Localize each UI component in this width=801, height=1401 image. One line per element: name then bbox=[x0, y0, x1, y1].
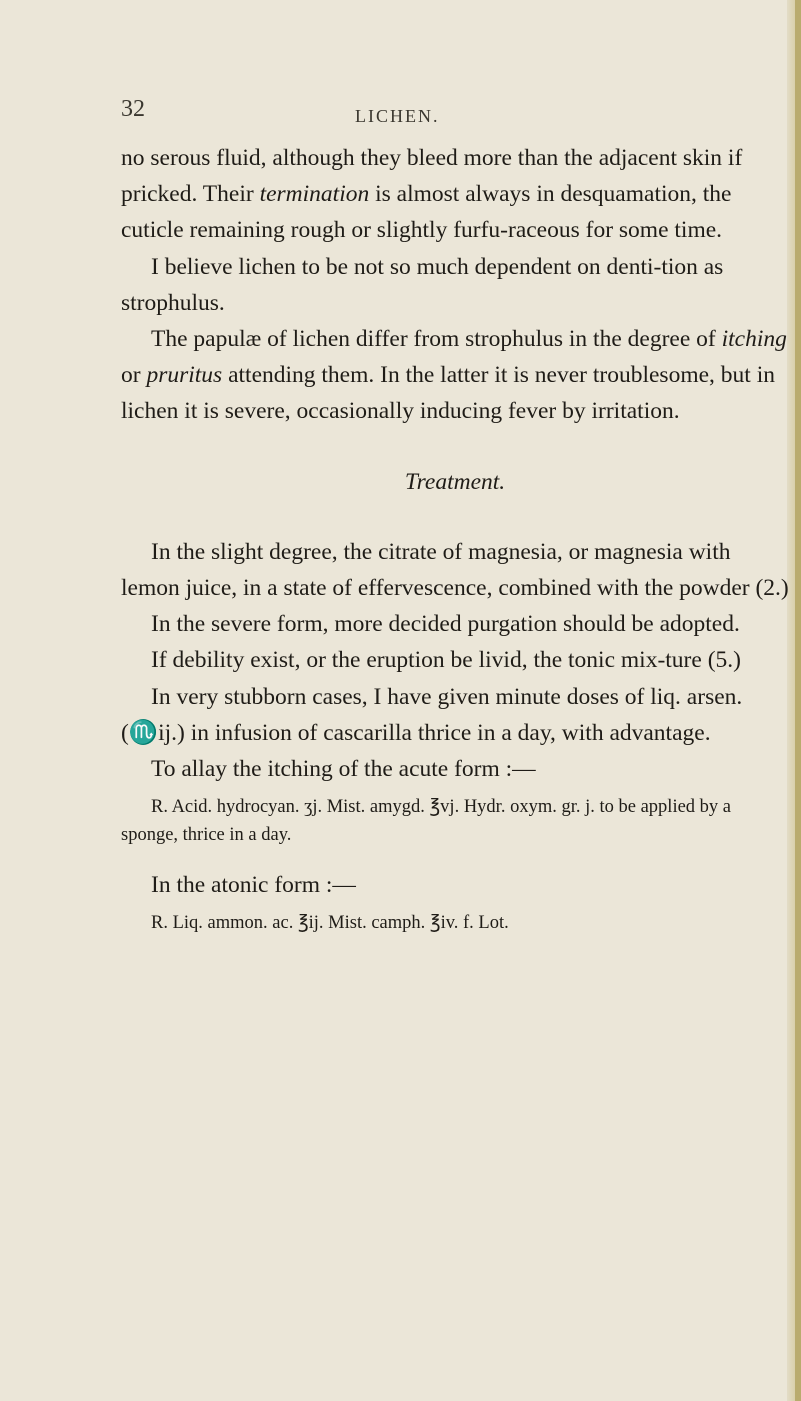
paragraph-6: If debility exist, or the eruption be livid, the tonic mix-ture (5.) bbox=[151, 647, 741, 674]
paragraph-1: no serous fluid, although they bleed more than the adjacent skin if pricked. Their termination is almost always in desquamation, the cuticle remaining rough or slightly furfu-raceous for some time. bbox=[121, 145, 743, 244]
paragraph-5: In the severe form, more decided purgation should be adopted. bbox=[151, 611, 740, 638]
prescription-1: R. Acid. hydrocyan. ʒj. Mist. amygd. ℥vj. Hydr. oxym. gr. j. to be applied by a sponge, thrice in a day. bbox=[121, 797, 732, 846]
paragraph-7: In very stubborn cases, I have given minute doses of liq. arsen. (♏ij.) in infusion of cascarilla thrice in a day, with advantage. bbox=[121, 683, 743, 746]
prescription-2: R. Liq. ammon. ac. ℥ij. Mist. camph. ℥iv. f. Lot. bbox=[151, 913, 509, 934]
paragraph-2: I believe lichen to be not so much dependent on denti-tion as strophulus. bbox=[121, 253, 724, 316]
page-edge-shadow bbox=[795, 0, 801, 1401]
page-number: 32 bbox=[121, 96, 145, 122]
emphasis-pruritus: pruritus bbox=[146, 362, 223, 389]
paragraph-9: In the atonic form :— bbox=[151, 872, 356, 899]
paragraph-4: In the slight degree, the citrate of magnesia, or magnesia with lemon juice, in a state of effervescence, combined with the powder (2.) bbox=[121, 538, 789, 602]
running-head: LICHEN. bbox=[355, 106, 440, 126]
body-text bbox=[121, 140, 789, 955]
emphasis-termination: termination bbox=[259, 181, 370, 208]
paragraph-3: The papulæ of lichen differ from strophulus in the degree of itching or pruritus attending them. In the latter it is never troublesome, but in lichen it is severe, occasionally inducing fever by irritation. bbox=[121, 326, 787, 425]
emphasis-itching: itching bbox=[721, 326, 787, 353]
paragraph-8: To allay the itching of the acute form :— bbox=[151, 756, 536, 783]
section-heading: Treatment. bbox=[404, 468, 506, 495]
